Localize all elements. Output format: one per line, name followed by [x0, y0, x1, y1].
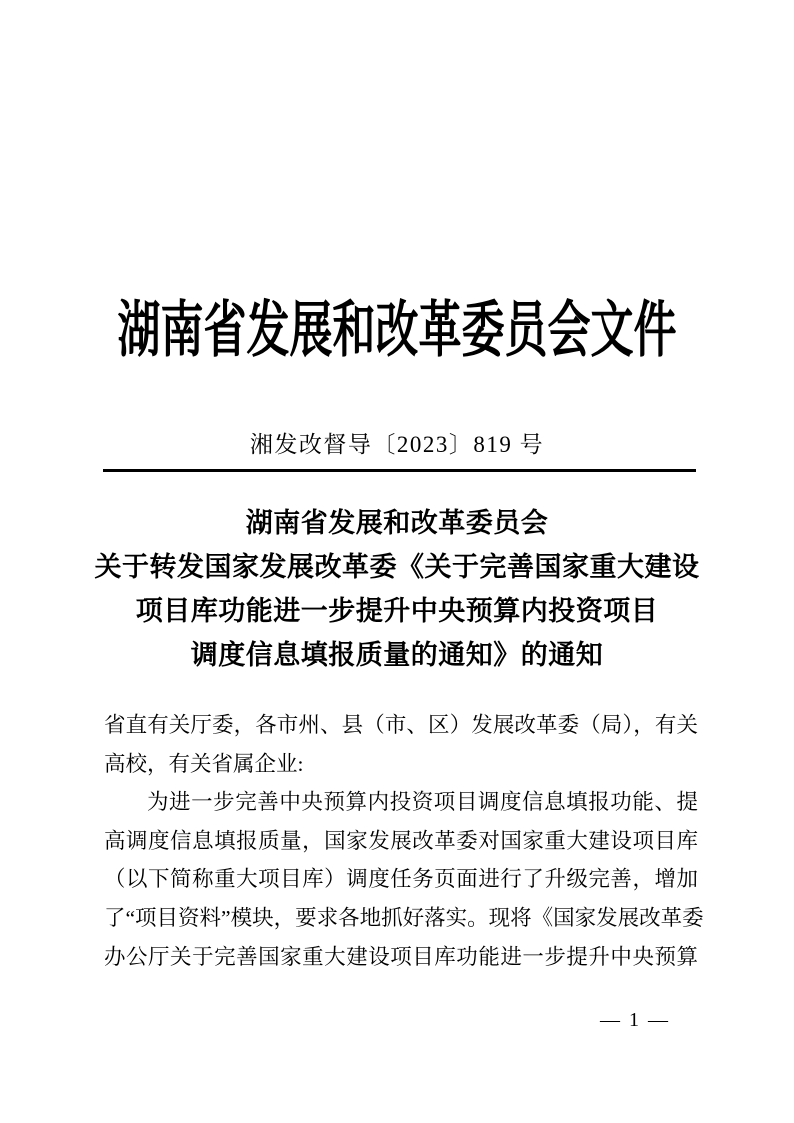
page-number: — 1 — [600, 1009, 670, 1031]
paragraph-line: 办公厅关于完善国家重大建设项目库功能进一步提升中央预算 [104, 944, 698, 969]
document-number: 湘发改督导〔2023〕819 号 [249, 432, 545, 457]
salutation-line: 省直有关厅委，各市州、县（市、区）发展改革委（局），有关 [104, 713, 698, 737]
paragraph-line: （以下简称重大项目库）调度任务页面进行了升级完善，增加 [104, 867, 698, 892]
title-line-4: 调度信息填报质量的通知》的通知 [190, 640, 604, 670]
title-line-1: 湖南省发展和改革委员会 [245, 508, 549, 538]
paragraph-line: 了“项目资料”模块，要求各地抓好落实。现将《国家发展改革委 [104, 905, 704, 930]
document-body [104, 706, 704, 976]
document-title [50, 501, 744, 677]
title-line-3: 项目库功能进一步提升中央预算内投资项目 [135, 596, 659, 626]
title-line-2: 关于转发国家发展改革委《关于完善国家重大建设 [94, 552, 700, 582]
divider-rule [103, 469, 696, 472]
paragraph-line: 高调度信息填报质量，国家发展改革委对国家重大建设项目库 [104, 828, 698, 853]
masthead [0, 284, 794, 366]
salutation-line: 高校，有关省属企业: [104, 751, 304, 776]
paragraph-line: 为进一步完善中央预算内投资项目调度信息填报功能、提 [147, 790, 698, 815]
masthead-title: 湖南省发展和改革委员会文件 [117, 297, 677, 365]
